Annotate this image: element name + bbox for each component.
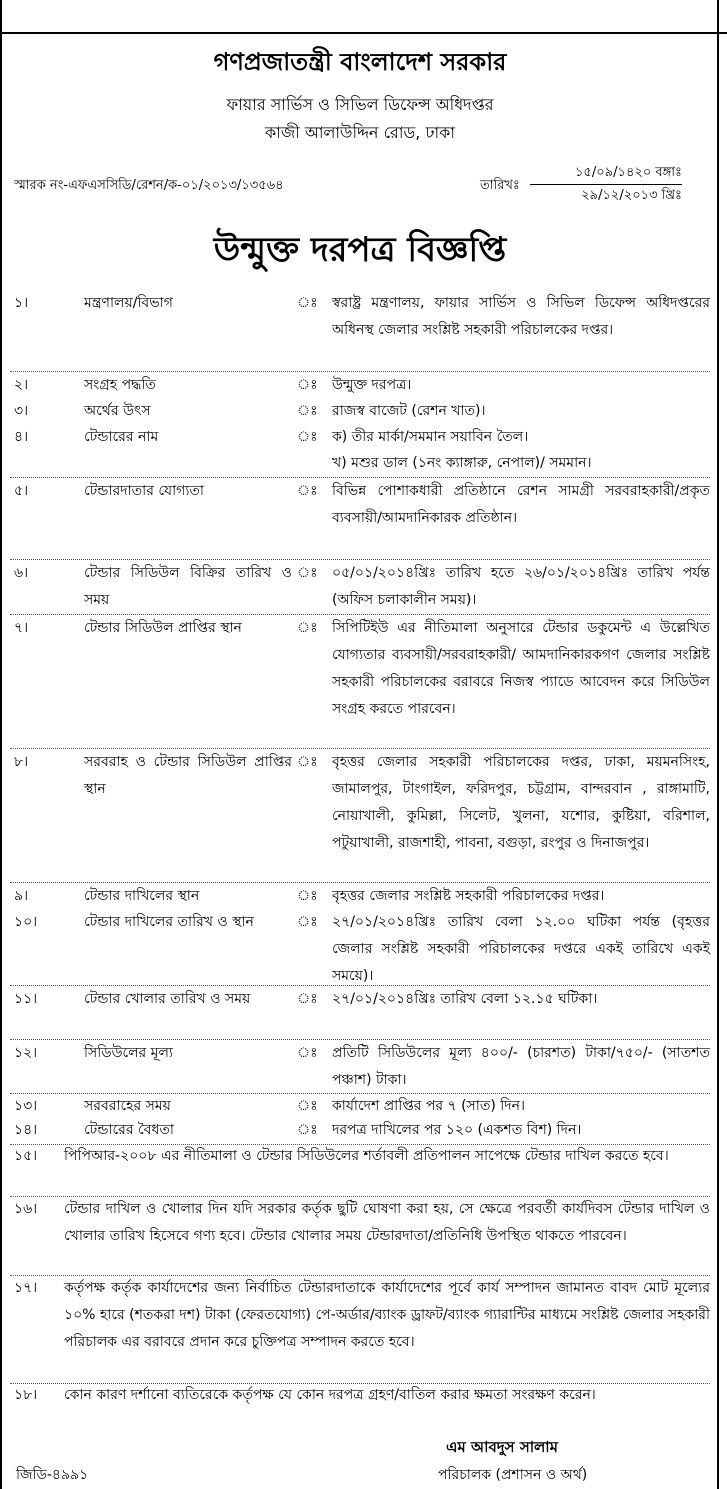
item-colon: ঃ [297,1045,318,1061]
item-value: খ) মশুর ডাল (১নং ক্যাঙ্গারু, নেপাল)/ সমমান। [332,455,592,471]
item-label: অর্থের উৎস [84,403,151,419]
item-value: সিপিটিইউ এর নীতিমালা অনুসারে টেন্ডার ডকুমেন্ট এ উল্লেখিত যোগ্যতার ব্যবসায়ী/সরবরাহকারী/ আমদানিকারকগণ জেলার সংশ্লিষ্ট সহকারী পরিচালকের বরাবরে নিজস্ব প্যাডে আবেদন করে সিডিউল সংগ্রহ করতে পারবেন। [332,620,710,717]
clause-text: টেন্ডার দাখিল ও খোলার দিন যদি সরকার কর্তৃক ছুটি ঘোষণা করা হয়, সে ক্ষেত্রে পরবর্তী কার্যদিবস টেন্ডার দাখিল ও খোলার তারিখ হিসেবে গণ্য হবে। টেন্ডার খোলার সময় টেন্ডারদাতা/প্রতিনিধি উপস্থিত থাকতে পারবেন। [64,1201,710,1244]
item-value: ২৭/০১/২০১৪খ্রিঃ তারিখ বেলা ১২.০০ ঘটিকা পর্যন্ত (বৃহত্তর জেলার সংশ্লিষ্ট সহকারী পরিচালকের দপ্তরে একই তারিখে একই সময়ে)। [332,914,710,984]
item-colon: ঃ [297,565,318,581]
item-value: স্বরাষ্ট্র মন্ত্রণালয়, ফায়ার সার্ভিস ও সিভিল ডিফেন্স অধিদপ্তরের অধিনস্থ জেলার সংশ্লিষ্ট সহকারী পরিচালকের দপ্তর। [332,295,710,338]
notice-title: উন্মুক্ত দরপত্র বিজ্ঞপ্তি [213,230,507,270]
item-label: টেন্ডারের নাম [84,429,159,445]
item-number: ১। [14,295,29,311]
item-colon: ঃ [297,429,318,445]
item-value: ২৭/০১/২০১৪খ্রিঃ তারিখ বেলা ১২.১৫ ঘটিকা। [332,991,598,1007]
item-colon: ঃ [297,620,318,636]
clause-text: পিপিআর-২০০৮ এর নীতিমালা ও টেন্ডার সিডিউলের শর্তাবলী প্রতিপালন সাপেক্ষে টেন্ডার দাখিল করতে হবে। [64,1148,669,1164]
clause-number: ১৭। [14,1280,38,1296]
item-number: ১১। [14,991,38,1007]
item-label: সরবরাহ ও টেন্ডার সিডিউল প্রাপ্তির স্থান [84,754,292,797]
item-colon: ঃ [297,1098,318,1114]
signatory-name: এম আবদুস সালাম [446,1438,558,1456]
item-colon: ঃ [297,483,318,499]
item-label: টেন্ডারদাতার যোগ্যতা [84,483,204,499]
item-colon: ঃ [297,991,318,1007]
item-colon: ঃ [297,914,318,930]
item-colon: ঃ [297,1122,318,1138]
item-label: টেন্ডার সিডিউল বিক্রির তারিখ ও সময় [84,565,292,608]
item-number: ৯। [14,888,29,904]
item-value: বিভিন্ন পোশাকধারী প্রতিষ্ঠানে রেশন সামগ্রী সরবরাহকারী/প্রকৃত ব্যবসায়ী/আমদানিকারক প্রতিষ্ঠান। [332,483,710,526]
item-number: ১০। [14,914,38,930]
office-address: কাজী আলাউদ্দিন রোড, ঢাকা [265,123,455,142]
item-label: টেন্ডার দাখিলের স্থান [84,888,200,904]
item-value: বৃহত্তর জেলার সংশ্লিষ্ট সহকারী পরিচালকের দপ্তর। [332,888,605,904]
memo-number: স্মারক নং-এফএসসিডি/রেশন/ক-০১/২০১৩/১৩৫৬৪ [14,178,284,193]
item-value: উন্মুক্ত দরপত্র। [332,377,412,393]
clause-number: ১৮। [14,1387,38,1403]
date-block [530,162,682,207]
government-title: গণপ্রজাতন্ত্রী বাংলাদেশ সরকার [213,48,507,76]
item-label: টেন্ডার সিডিউল প্রাপ্তির স্থান [84,620,242,636]
item-number: ২। [14,377,29,393]
item-value: ০৫/০১/২০১৪খ্রিঃ তারিখ হতে ২৬/০১/২০১৪খ্রিঃ তারিখ পর্যন্ত (অফিস চলাকালীন সময়)। [332,565,710,608]
clause-text: কোন কারণ দর্শানো ব্যতিরেকে কর্তৃপক্ষ যে কোন দরপত্র গ্রহণ/বাতিল করার ক্ষমতা সংরক্ষণ করেন। [64,1387,596,1403]
item-label: সিডিউলের মূল্য [84,1045,173,1061]
item-number: ১২। [14,1045,38,1061]
signatory-designation: পরিচালক (প্রশাসন ও অর্থ) [438,1467,588,1483]
date-gregorian: ২৯/১২/২০১৩ খ্রিঃ [581,188,682,203]
item-value: দরপত্র দাখিলের পর ১২০ (একশত বিশ) দিন। [332,1122,582,1138]
date-label: তারিখঃ [480,178,520,193]
item-label: সরবরাহের সময় [84,1098,171,1114]
clause-number: ১৫। [14,1148,38,1164]
item-label: টেন্ডার খোলার তারিখ ও সময় [84,991,251,1007]
item-number: ৭। [14,620,29,636]
item-number: ৪। [14,429,29,445]
item-number: ৬। [14,565,29,581]
item-value: কার্যাদেশ প্রাপ্তির পর ৭ (সাত) দিন। [332,1098,525,1114]
item-value: রাজস্ব বাজেট (রেশন খাত)। [332,403,486,419]
item-label: টেন্ডারের বৈধতা [84,1122,174,1138]
item-colon: ঃ [297,754,318,770]
item-label: সংগ্রহ পদ্ধতি [84,377,156,393]
item-value: বৃহত্তর জেলার সহকারী পরিচালকের দপ্তর, ঢাকা, ময়মনসিংহ, জামালপুর, টাংগাইল, ফরিদপুর, চট্টগ্রাম, বান্দরবান , রাঙ্গামাটি, নোয়াখালী, কুমিল্লা, সিলেট, খুলনা, যশোর, কুষ্টিয়া, বরিশাল, পটুয়াখালী, রাজশাহী, পাবনা, বগুড়া, রংপুর ও দিনাজপুর। [332,754,710,851]
office-name: ফায়ার সার্ভিস ও সিভিল ডিফেন্স অধিদপ্তর [226,95,494,114]
item-colon: ঃ [297,888,318,904]
item-number: ১৩। [14,1098,38,1114]
item-number: ৫। [14,483,29,499]
clause-number: ১৬। [14,1201,38,1217]
item-number: ১৪। [14,1122,38,1138]
item-colon: ঃ [297,403,318,419]
item-colon: ঃ [297,295,318,311]
item-value: ক) তীর মার্কা/সমমান সয়াবিন তৈল। [332,429,529,445]
item-number: ৩। [14,403,29,419]
item-label: টেন্ডার দাখিলের তারিখ ও স্থান [84,914,254,930]
gd-number: জিডি-৪৯৯১ [16,1467,89,1483]
item-number: ৮। [14,754,29,770]
item-colon: ঃ [297,377,318,393]
item-label: মন্ত্রণালয়/বিভাগ [84,295,173,311]
date-bangla: ১৫/০৯/১৪২০ বঙ্গাঃ [530,162,682,185]
item-value: প্রতিটি সিডিউলের মূল্য ৪০০/- (চারশত) টাকা/৭৫০/- (সাতশত পঞ্চাশ) টাকা। [332,1045,710,1088]
clause-text: কর্তৃপক্ষ কর্তৃক কার্যাদেশের জন্য নির্বাচিত টেন্ডারদাতাকে কার্যাদেশের পূর্বে কার্য সম্পাদন জামানত বাবদ মোট মূল্যের ১০% হারে (শতকরা দশ) টাকা (ফেরতযোগ্য) পে-অর্ডার/ব্যাংক ড্রাফট/ব্যাংক গ্যারান্টির মাধ্যমে সংশ্লিষ্ট জেলার সহকারী পরিচালক এর বরাবরে প্রদান করে চুক্তিপত্র সম্পাদন করতে হবে। [64,1280,710,1350]
